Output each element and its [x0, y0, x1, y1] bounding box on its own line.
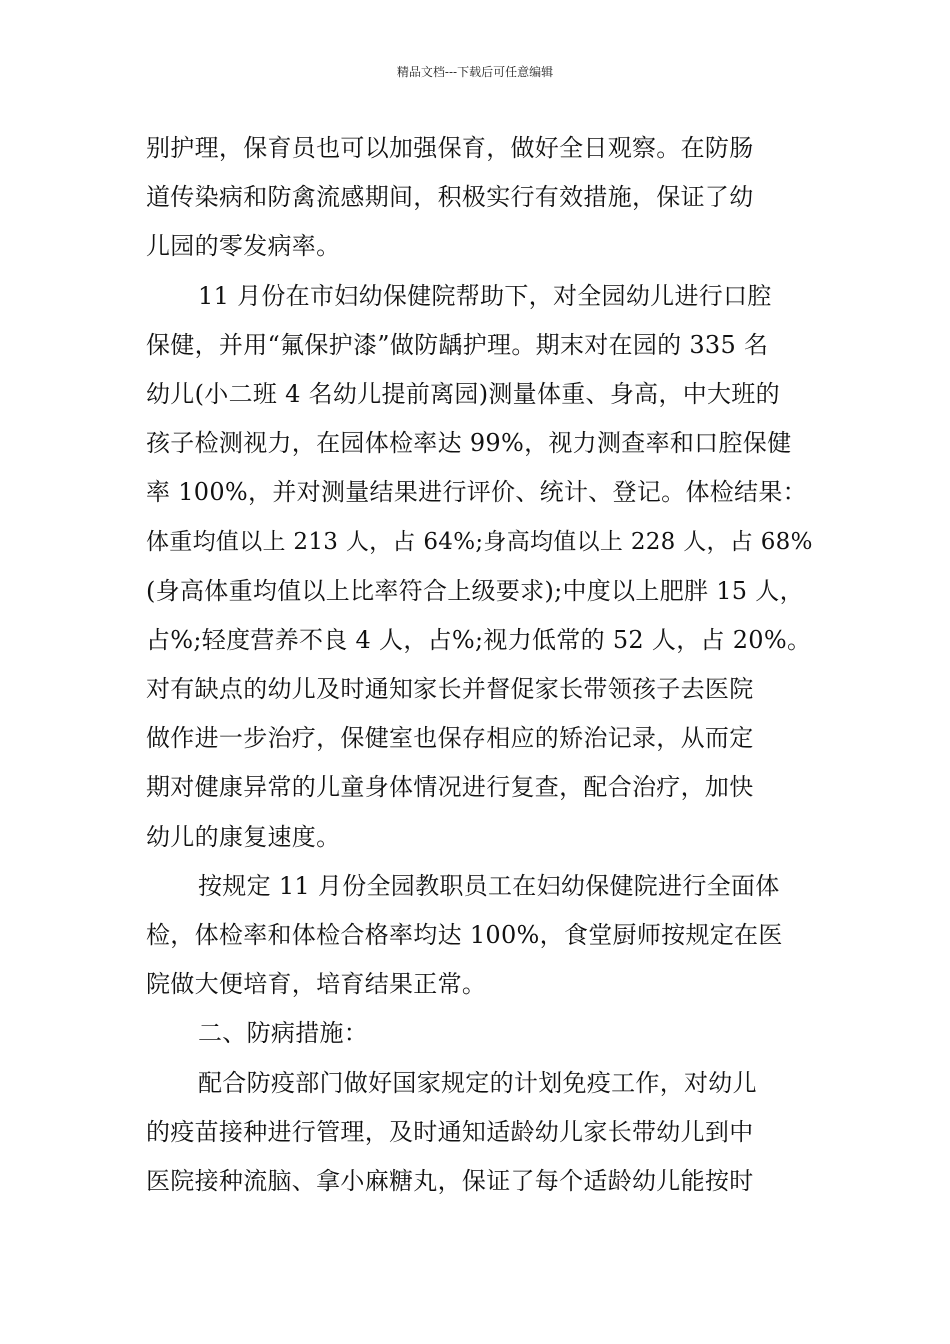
- body-text: [146, 124, 816, 1206]
- text-line: 体重均值以上 213 人，占 64%;身高均值以上 228 人，占 68%: [146, 528, 813, 555]
- text-line: 别护理，保育员也可以加强保育，做好全日观察。在防肠: [146, 134, 754, 162]
- text-line: 对有缺点的幼儿及时通知家长并督促家长带领孩子去医院: [146, 675, 754, 704]
- text-line: 医院接种流脑、拿小麻糖丸，保证了每个适龄幼儿能按时: [146, 1166, 754, 1195]
- text-line: 做作进一步治疗，保健室也保存相应的矫治记录，从而定: [146, 724, 754, 753]
- text-line: 配合防疫部门做好国家规定的计划免疫工作，对幼儿: [198, 1068, 757, 1097]
- text-line: 检，体检率和体检合格率均达 100%，食堂厨师按规定在医: [146, 921, 783, 949]
- text-line: 院做大便培育，培育结果正常。: [146, 970, 487, 999]
- page-header: 精品文档---下载后可任意编辑: [396, 65, 554, 79]
- text-line: 儿园的零发病率。: [146, 232, 341, 261]
- text-line: 按规定 11 月份全园教职员工在妇幼保健院进行全面体: [198, 871, 780, 900]
- text-line: (身高体重均值以上比率符合上级要求);中度以上肥胖 15 人，: [146, 576, 804, 605]
- text-line: 11 月份在市妇幼保健院帮助下，对全园幼儿进行口腔: [198, 281, 772, 310]
- text-line: 占%;轻度营养不良 4 人，占%;视力低常的 52 人，占 20%。: [146, 625, 812, 654]
- text-line: 道传染病和防禽流感期间，积极实行有效措施，保证了幼: [146, 183, 754, 212]
- text-line: 保健，并用“氟保护漆”做防龋护理。期末对在园的 335 名: [146, 330, 769, 359]
- text-line: 幼儿的康复速度。: [146, 822, 341, 851]
- text-line: 期对健康异常的儿童身体情况进行复查，配合治疗，加快: [146, 773, 754, 802]
- text-line: 孩子检测视力，在园体检率达 99%，视力测查率和口腔保健: [146, 429, 792, 458]
- text-line: 幼儿(小二班 4 名幼儿提前离园)测量体重、身高，中大班的: [146, 379, 780, 408]
- text-line: 二、防病措施：: [198, 1019, 369, 1048]
- text-line: 的疫苗接种进行管理，及时通知适龄幼儿家长带幼儿到中: [146, 1117, 754, 1146]
- text-line: 率 100%，并对测量结果进行评价、统计、登记。体检结果：: [146, 478, 807, 507]
